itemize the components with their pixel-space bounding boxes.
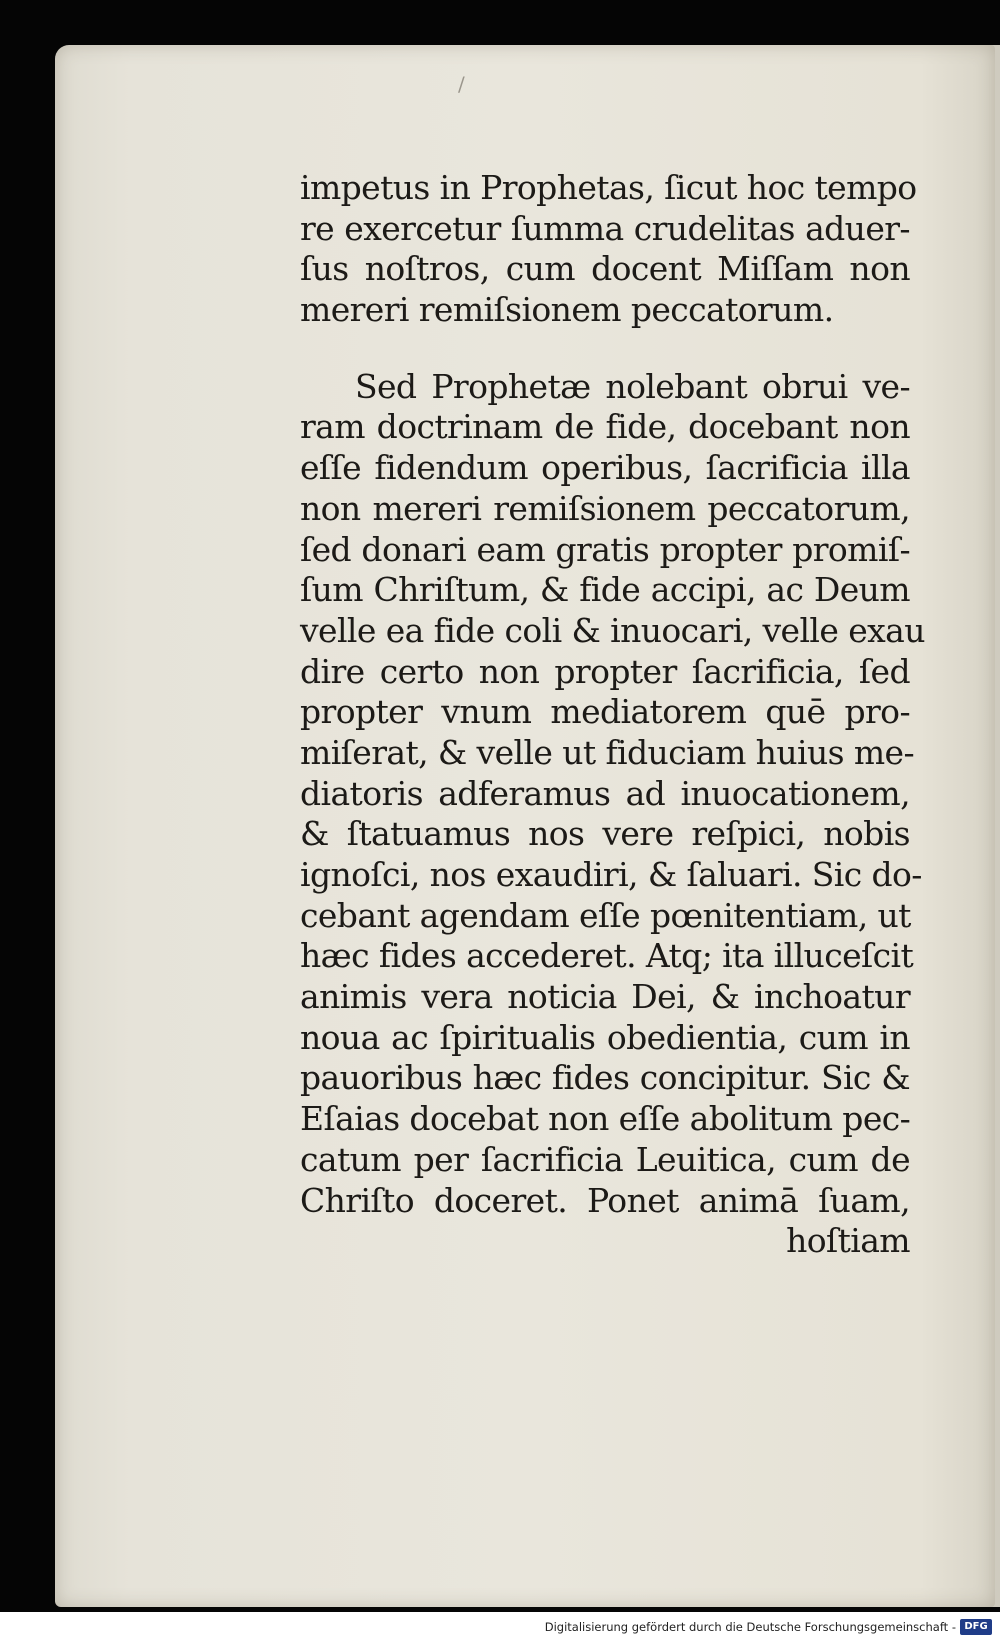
text-line: eſſe fidendum operibus, ſacrificia illa xyxy=(300,448,910,488)
digitization-footer xyxy=(0,1612,1000,1643)
text-line: propter vnum mediatorem quē pro- xyxy=(300,692,910,732)
text-line: re exercetur ſumma crudelitas aduer- xyxy=(300,208,910,248)
paragraph-1 xyxy=(300,168,917,331)
text-line: & ſtatuamus nos vere reſpici, nobis xyxy=(300,814,910,854)
text-line: ſed donari eam gratis propter promiſ- xyxy=(300,529,910,569)
text-line: miſerat, & velle ut fiduciam huius me- xyxy=(300,732,914,772)
text-line: Chriſto doceret. Ponet animā ſuam, xyxy=(300,1180,910,1220)
text-line: pauoribus hæc fides concipitur. Sic & xyxy=(300,1058,910,1098)
text-line: impetus in Prophetas, ſicut hoc tempo xyxy=(300,168,917,207)
text-line: ſus noſtros, cum docent Miſſam non xyxy=(300,249,910,289)
text-line: hæc fides accederet. Atq; ita illuceſcit xyxy=(300,936,914,976)
text-line: ſum Chriſtum, & fide accipi, ac Deum xyxy=(300,570,910,610)
text-line: animis vera noticia Dei, & inchoatur xyxy=(300,977,910,1017)
text-line: Sed Prophetæ nolebant obrui ve- xyxy=(355,366,910,406)
dfg-logo-icon: DFG xyxy=(960,1619,992,1635)
text-line: dire certo non propter ſacrificia, ſed xyxy=(300,651,910,691)
pencil-mark: / xyxy=(458,72,465,96)
text-block xyxy=(300,168,925,1262)
text-line: ram doctrinam de fide, docebant non xyxy=(300,407,910,447)
text-line: velle ea fide coli & inuocari, velle exau xyxy=(300,610,925,650)
paragraph-gap xyxy=(300,331,910,367)
text-line: catum per ſacrificia Leuitica, cum de xyxy=(300,1139,910,1179)
text-line: mereri remiſsionem peccatorum. xyxy=(300,290,834,330)
text-line: Eſaias docebat non eſſe abolitum pec- xyxy=(300,1099,911,1139)
paragraph-2 xyxy=(300,366,925,1221)
text-line: diatoris adferamus ad inuocationem, xyxy=(300,773,910,813)
text-line: cebant agendam eſſe pœnitentiam, ut xyxy=(300,895,911,935)
text-line: noua ac ſpiritualis obedientia, cum in xyxy=(300,1017,910,1057)
catchword: hoſtiam xyxy=(786,1221,910,1261)
text-line: non mereri remiſsionem peccatorum, xyxy=(300,488,910,528)
funding-notice: Digitalisierung gefördert durch die Deutsche Forschungsgemeinschaft - xyxy=(544,1620,956,1634)
text-line: ignoſci, nos exaudiri, & ſaluari. Sic do- xyxy=(300,855,922,894)
